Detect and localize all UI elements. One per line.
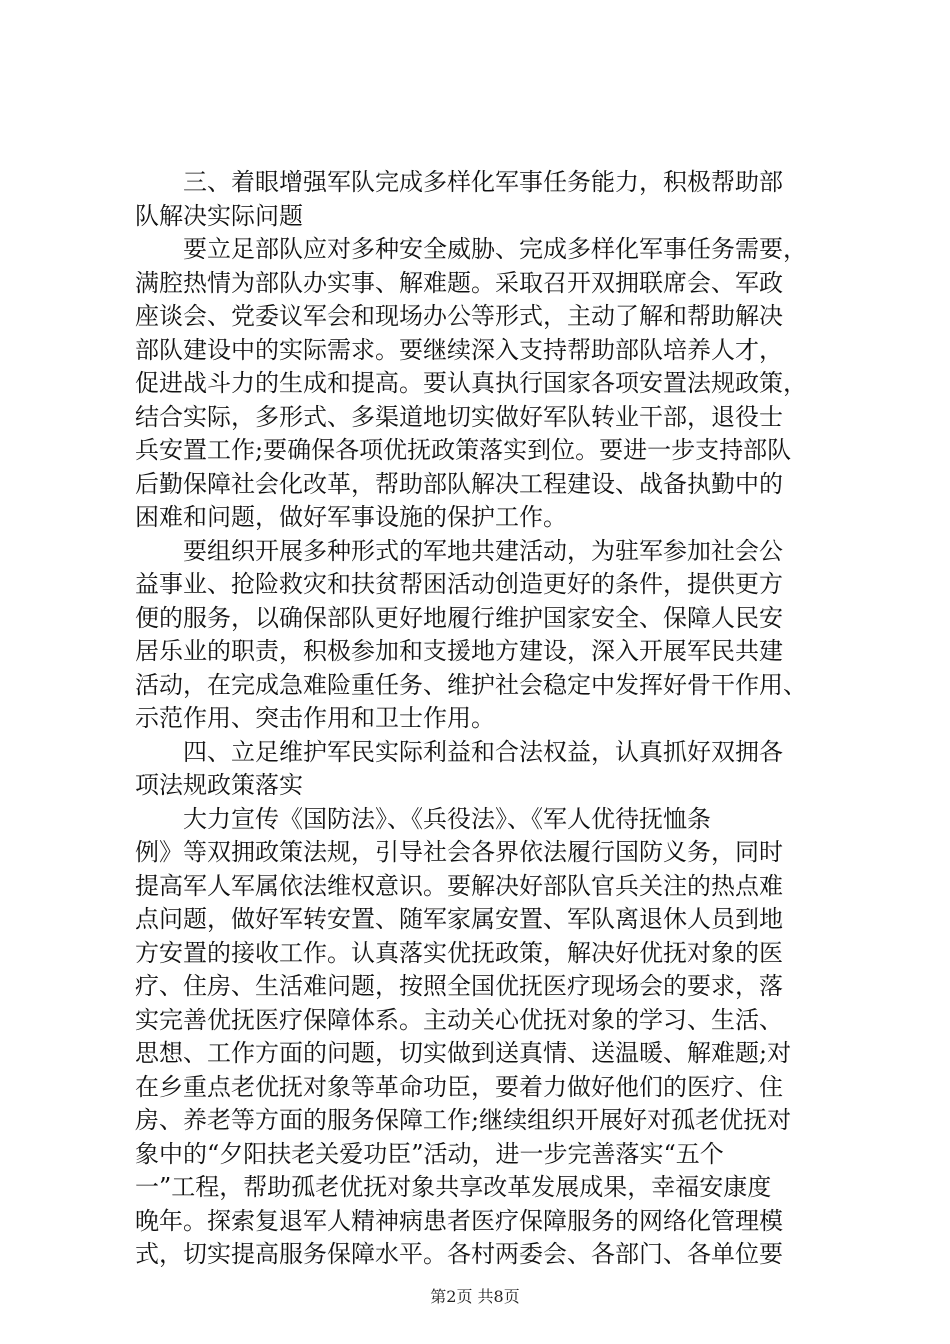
text-line: 四、立足维护军民实际利益和合法权益，认真抓好双拥各: [135, 737, 783, 766]
document-body: [135, 166, 825, 1272]
text-line: 满腔热情为部队办实事、解难题。采取召开双拥联席会、军政: [135, 268, 783, 297]
text-line: 座谈会、党委议军会和现场办公等形式，主动了解和帮助解决: [135, 302, 783, 330]
text-line: 促进战斗力的生成和提高。要认真执行国家各项安置法规政策，: [135, 369, 807, 397]
text-line: 大力宣传《国防法》、《兵役法》、《军人优待抚恤条: [135, 804, 711, 833]
text-line: 提高军人军属依法维权意识。要解决好部队官兵关注的热点难: [135, 871, 783, 900]
text-line: 后勤保障社会化改革，帮助部队解决工程建设、战备执勤中的: [135, 469, 783, 498]
text-line: 实完善优抚医疗保障体系。主动关心优抚对象的学习、生活、: [135, 1005, 783, 1034]
page-number-footer: 第2页 共8页: [430, 1287, 520, 1306]
text-line: 兵安置工作;要确保各项优抚政策落实到位。要进一步支持部队: [135, 436, 792, 464]
text-line: 示范作用、突击作用和卫士作用。: [135, 704, 495, 732]
text-line: 点问题，做好军转安置、随军家属安置、军队离退休人员到地: [135, 905, 783, 933]
text-line: 例》等双拥政策法规，引导社会各界依法履行国防义务，同时: [135, 838, 783, 866]
text-line: 要立足部队应对多种安全威胁、完成多样化军事任务需要，: [135, 235, 807, 263]
text-line: 方安置的接收工作。认真落实优抚政策，解决好优抚对象的医: [135, 938, 783, 967]
text-line: 部队建设中的实际需求。要继续深入支持帮助部队培养人才，: [135, 335, 783, 364]
text-line: 居乐业的职责，积极参加和支援地方建设，深入开展军民共建: [135, 637, 783, 665]
text-line: 式，切实提高服务保障水平。各村两委会、各部门、各单位要: [135, 1240, 783, 1268]
text-line: 思想、工作方面的问题，切实做到送真情、送温暖、解难题;对: [135, 1039, 792, 1067]
text-line: 一”工程，帮助孤老优抚对象共享改革发展成果，幸福安康度: [135, 1173, 772, 1201]
text-line: 结合实际，多形式、多渠道地切实做好军队转业干部，退役士: [135, 402, 783, 431]
text-line: 房、养老等方面的服务保障工作;继续组织开展好对孤老优抚对: [135, 1106, 792, 1134]
text-line: 要组织开展多种形式的军地共建活动，为驻军参加社会公: [135, 536, 783, 565]
text-line: 三、着眼增强军队完成多样化军事任务能力，积极帮助部: [135, 168, 783, 196]
text-line: 项法规政策落实: [135, 771, 303, 799]
text-line: 益事业、抢险救灾和扶贫帮困活动创造更好的条件，提供更方: [135, 570, 783, 598]
text-line: 在乡重点老优抚对象等革命功臣，要着力做好他们的医疗、住: [135, 1072, 783, 1101]
text-line: 便的服务，以确保部队更好地履行维护国家安全、保障人民安: [135, 603, 783, 632]
text-line: 疗、住房、生活难问题，按照全国优抚医疗现场会的要求，落: [135, 972, 783, 1000]
text-line: 队解决实际问题: [135, 201, 303, 230]
text-line: 困难和问题，做好军事设施的保护工作。: [135, 503, 567, 531]
text-line: 晚年。探索复退军人精神病患者医疗保障服务的网络化管理模: [135, 1206, 783, 1235]
text-line: 活动，在完成急难险重任务、维护社会稳定中发挥好骨干作用、: [135, 670, 807, 699]
text-line: 象中的“夕阳扶老关爱功臣”活动，进一步完善落实“五个: [135, 1139, 724, 1168]
